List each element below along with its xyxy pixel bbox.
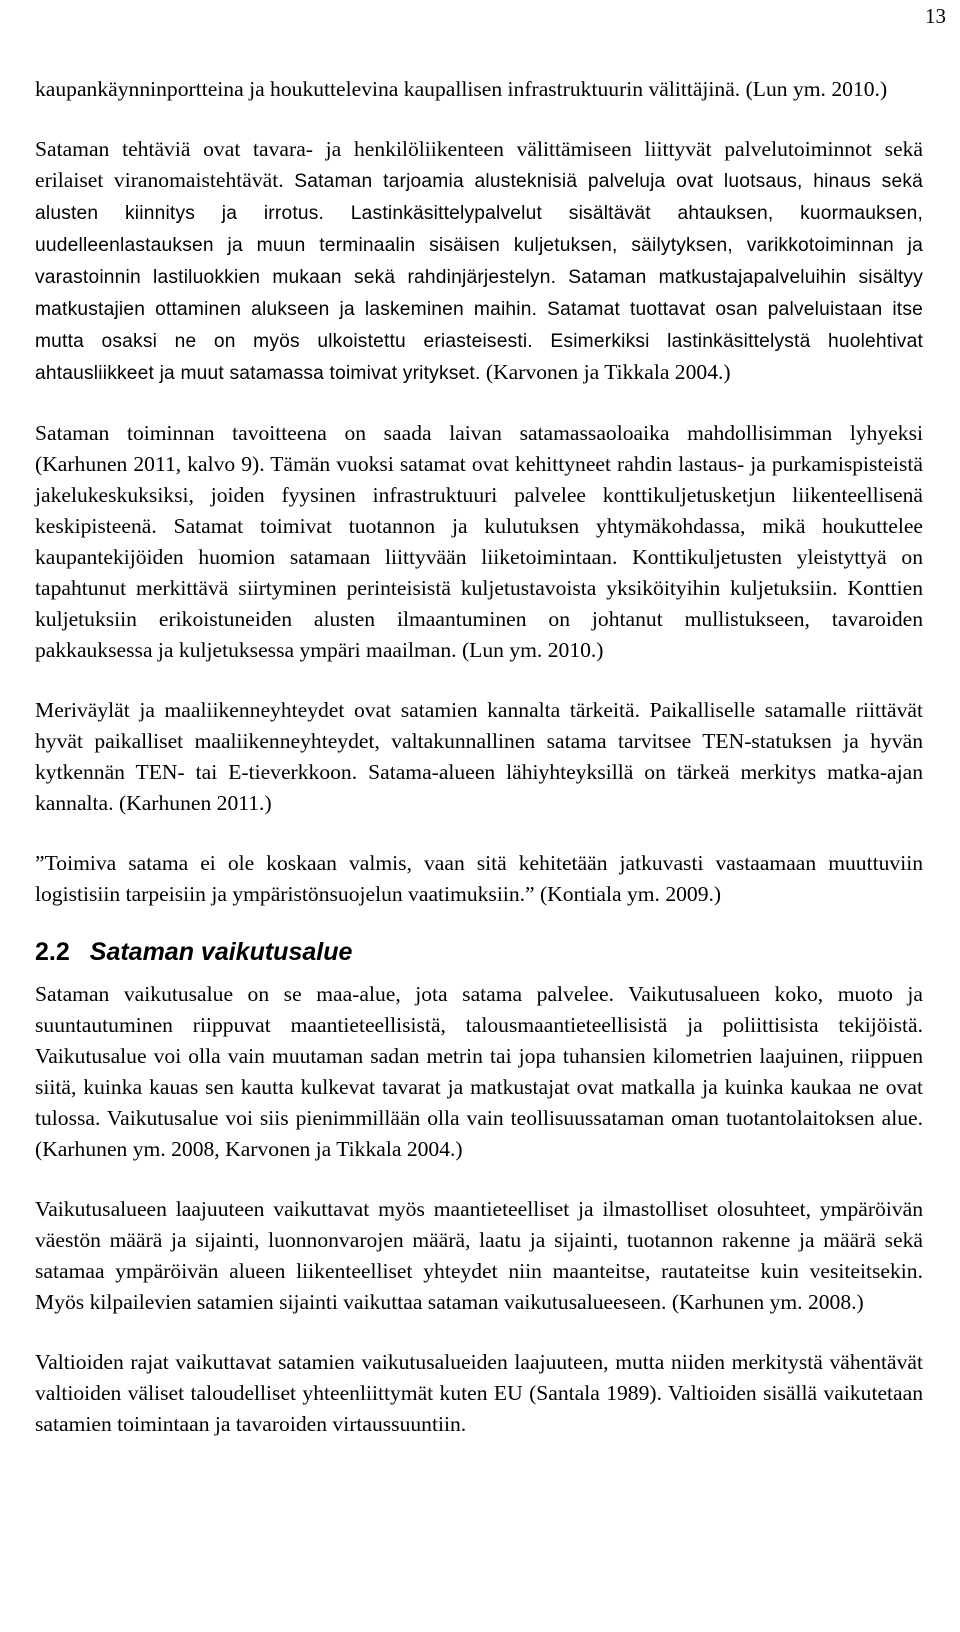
paragraph-2-serif-start: Sataman tehtäviä ovat tavara- ja henkilöliikenteen välittämiseen liittyvät palvelutoiminnot sekä erilaiset viranomaistehtävät. — [35, 137, 923, 192]
paragraph-8: Valtioiden rajat vaikuttavat satamien vaikutusalueiden laajuuteen, mutta niiden merkitystä vähentävät valtioiden väliset taloudelliset yhteenliittymät kuten EU (Santala 1989). Valtioiden sisällä vaikutetaan satamien toimintaan ja tavaroiden virtaussuuntiin. — [35, 1350, 923, 1436]
paragraph-4: Meriväylät ja maaliikenneyhteydet ovat satamien kannalta tärkeitä. Paikalliselle satamalle riittävät hyvät paikalliset maaliikenneyhteydet, valtakunnallinen satama tarvitsee TEN-statuksen ja hyvän kytkennän TEN- tai E-tieverkkoon. Satama-alueen lähiyhteyksillä on tärkeä merkitys matka-ajan kannalta. (Karhunen 2011.) — [35, 698, 923, 815]
quote-paragraph: ”Toimiva satama ei ole koskaan valmis, vaan sitä kehitetään jatkuvasti vastaamaan muuttuviin logistisiin tarpeisiin ja ympäristönsuojelun vaatimuksiin.” (Kontiala ym. 2009.) — [35, 851, 923, 906]
paragraph-2 — [35, 134, 923, 389]
section-number: 2.2 — [35, 938, 70, 966]
page-number: 13 — [925, 4, 946, 28]
paragraph-2-citation: (Karvonen ja Tikkala 2004.) — [485, 360, 731, 384]
paragraph-6: Sataman vaikutusalue on se maa-alue, jota satama palvelee. Vaikutusalueen koko, muoto ja suuntautuminen riippuvat maantieteellisistä, talousmaantieteellisistä ja poliittisista tekijöistä. Vaikutusalue voi olla vain muutaman sadan metrin tai jopa tuhansien kilometrien laajuinen, riippuen siitä, kuinka kauas sen kautta kulkevat tavarat ja matkustajat ovat matkalla ja kuinka kaukaa ne ovat tulossa. Vaikutusalue voi siis pienimmillään olla vain teollisuussataman oman tuotantolaitoksen alue. (Karhunen ym. 2008, Karvonen ja Tikkala 2004.) — [35, 982, 923, 1161]
document-body — [35, 74, 923, 1440]
section-title: Sataman vaikutusalue — [89, 938, 353, 966]
section-heading — [35, 936, 923, 969]
paragraph-1: kaupankäynninportteina ja houkuttelevina kaupallisen infrastruktuurin välittäjinä. (Lun ym. 2010.) — [35, 77, 888, 101]
paragraph-3: Sataman toiminnan tavoitteena on saada laivan satamassaoloaika mahdollisimman lyhyeksi (Karhunen 2011, kalvo 9). Tämän vuoksi satamat ovat kehittyneet rahdin lastaus- ja purkamispisteistä jakelukeskuksiksi, joiden fyysinen infrastruktuuri palvelee konttikuljetusketjun liikenteellisenä keskipisteenä. Satamat toimivat tuotannon ja kulutuksen yhtymäkohdassa, mikä houkuttelee kaupantekijöiden huomion satamaan liittyvään liiketoimintaan. Konttikuljetusten yleistyttyä on tapahtunut merkittävä siirtyminen perinteisistä kuljetustavoista yksiköityihin kuljetuksiin. Konttien kuljetuksiin erikoistuneiden alusten ilmaantuminen on johtanut mullistukseen, tavaroiden pakkauksessa ja kuljetuksessa ympäri maailman. (Lun ym. 2010.) — [35, 421, 923, 662]
paragraph-7: Vaikutusalueen laajuuteen vaikuttavat myös maantieteelliset ja ilmastolliset olosuhteet, ympäröivän väestön määrä ja sijainti, luonnonvarojen määrä, laatu ja sijainti, tuotannon rakenne ja määrä sekä satamaa ympäröivän alueen liikenteelliset yhteydet niin maanteitse, rautateitse kuin vesiteitsekin. Myös kilpailevien satamien sijainti vaikuttaa sataman vaikutusalueeseen. (Karhunen ym. 2008.) — [35, 1197, 923, 1314]
paragraph-2-sans-text: Sataman tarjoamia alusteknisiä palveluja ovat luotsaus, hinaus sekä alusten kiinnitys ja irrotus. Lastinkäsittelypalvelut sisältävät ahtauksen, kuormauksen, uudelleenlastauksen ja muun terminaalin sisäisen kuljetuksen, säilytyksen, varikkotoiminnan ja varastoinnin lastiluokkien mukaan sekä rahdinjärjestelyn. Sataman matkustajapalveluihin sisältyy matkustajien ottaminen alukseen ja laskeminen maihin. Satamat tuottavat osan palveluistaan itse mutta osaksi ne on myös ulkoistettu eriasteisesti. Esimerkiksi lastinkäsittelystä huolehtivat ahtausliikkeet ja muut satamassa toimivat yritykset. — [35, 171, 923, 384]
